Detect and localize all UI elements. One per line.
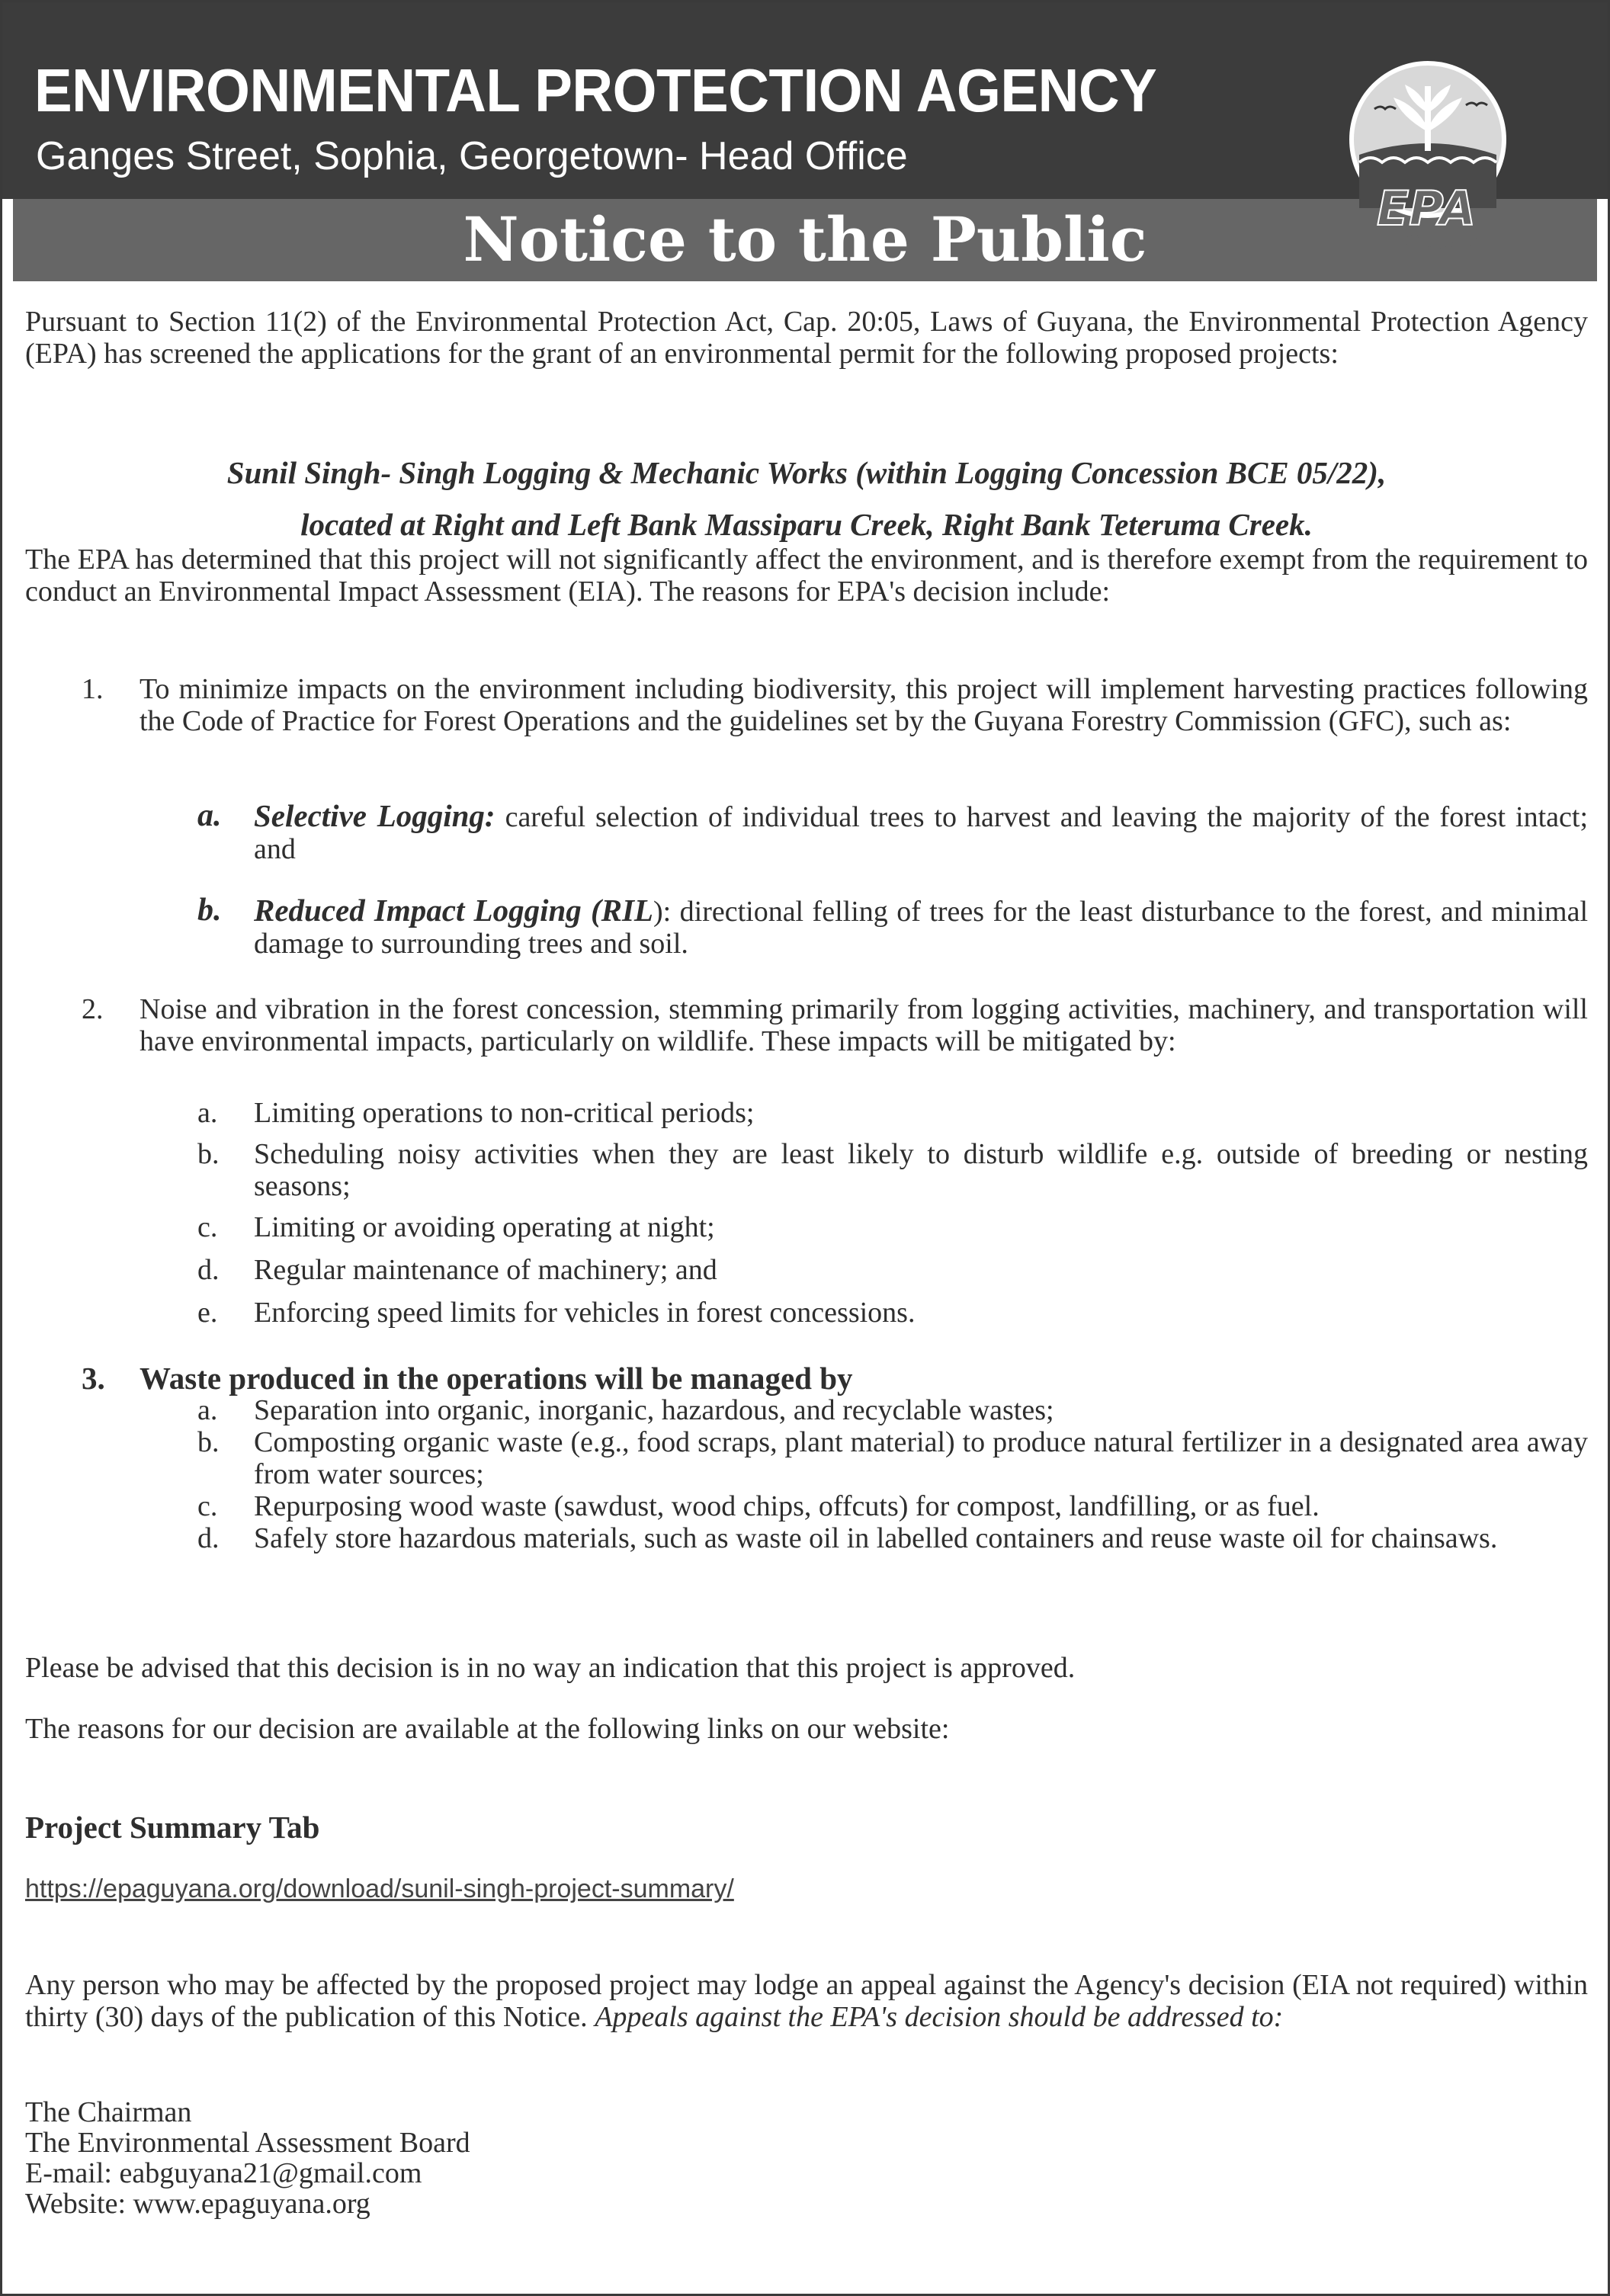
reason-heading: Waste produced in the operations will be managed by xyxy=(140,1361,853,1396)
address-website[interactable]: Website: www.epaguyana.org xyxy=(25,2188,370,2220)
subitem-label: e. xyxy=(197,1297,218,1329)
links-intro-text: The reasons for our decision are available at the following links on our website: xyxy=(25,1713,950,1745)
reason-text: Noise and vibration in the forest concession, stemming primarily from logging activities, machinery, and transportation will have environmental impacts, particularly on wildlife. These impacts will be mitigated by: xyxy=(140,993,1588,1057)
subitem-text: Limiting operations to non-critical periods; xyxy=(254,1097,755,1129)
subitem-label: b. xyxy=(197,1138,220,1170)
office-address: Ganges Street, Sophia, Georgetown- Head Office xyxy=(36,134,908,178)
subitem-label: d. xyxy=(197,1254,220,1286)
appeal-italic-text: Appeals against the EPA's decision should be addressed to: xyxy=(595,2001,1284,2033)
address-email[interactable]: E-mail: eabguyana21@gmail.com xyxy=(25,2157,422,2189)
subitem-text: Composting organic waste (e.g., food scraps, plant material) to produce natural fertilizer in a designated area away from water sources; xyxy=(254,1426,1588,1490)
subitem-label: a. xyxy=(197,798,222,833)
project-summary-heading: Project Summary Tab xyxy=(25,1810,320,1845)
determination-paragraph: The EPA has determined that this project will not significantly affect the environment, and is therefore exempt from the requirement to conduct an Environmental Impact Assessment (EIA). The reasons for EPA's decision include: xyxy=(25,544,1588,608)
reason-number: 1. xyxy=(82,673,104,705)
advisory-text: Please be advised that this decision is in no way an indication that this project is approved. xyxy=(25,1652,1076,1684)
subitem-text: Separation into organic, inorganic, hazardous, and recyclable wastes; xyxy=(254,1394,1054,1426)
address-board: The Environmental Assessment Board xyxy=(25,2127,470,2159)
appeal-paragraph xyxy=(25,1969,1588,2033)
subitem-label: b. xyxy=(197,1426,220,1458)
subitem-label: c. xyxy=(197,1211,218,1243)
subitem-label: d. xyxy=(197,1522,220,1554)
epa-guyana-logo xyxy=(1329,56,1527,254)
subitem-text: Scheduling noisy activities when they are least likely to disturb wildlife e.g. outside of breeding or nesting seasons; xyxy=(254,1138,1588,1202)
notice-title: Notice to the Public xyxy=(463,204,1147,275)
subitem-label: a. xyxy=(197,1394,218,1426)
intro-paragraph: Pursuant to Section 11(2) of the Environmental Protection Act, Cap. 20:05, Laws of Guyana, the Environmental Protection Agency (EPA) has screened the applications for the grant of an environmental permit for the following proposed projects: xyxy=(25,306,1588,370)
appeal-text: Any person who may be affected by the proposed project may lodge an appeal against the Agency's decision (EIA not required) within thirty (30) days of the publication of this Notice. xyxy=(25,1969,1588,2033)
subitem-text: Limiting or avoiding operating at night; xyxy=(254,1211,715,1243)
subitem-title: Reduced Impact Logging (RIL xyxy=(254,893,653,928)
subitem-text: Regular maintenance of machinery; and xyxy=(254,1254,717,1286)
reason-number: 3. xyxy=(82,1361,105,1396)
subitem-label: b. xyxy=(197,893,222,928)
subitem-label: c. xyxy=(197,1490,218,1522)
project-line-1: Sunil Singh- Singh Logging & Mechanic Works (within Logging Concession BCE 05/22), xyxy=(226,455,1387,490)
subitem-text: Safely store hazardous materials, such as waste oil in labelled containers and reuse waste oil for chainsaws. xyxy=(254,1522,1498,1554)
reason-number: 2. xyxy=(82,993,104,1025)
subitem-title: Selective Logging: xyxy=(254,798,496,833)
project-line-2: located at Right and Left Bank Massiparu Creek, Right Bank Teteruma Creek. xyxy=(300,507,1313,542)
address-chairman: The Chairman xyxy=(25,2096,192,2128)
subitem-text: Repurposing wood waste (sawdust, wood chips, offcuts) for compost, landfilling, or as fuel. xyxy=(254,1490,1320,1522)
reason-text: To minimize impacts on the environment including biodiversity, this project will implement harvesting practices following the Code of Practice for Forest Operations and the guidelines set by the Guyana Forestry Commission (GFC), such as: xyxy=(140,673,1588,737)
subitem-label: a. xyxy=(197,1097,218,1129)
logo-subtext: Guyana xyxy=(1405,230,1481,253)
subitem-title-end: ) xyxy=(653,896,663,928)
project-summary-link[interactable]: https://epaguyana.org/download/sunil-singh-project-summary/ xyxy=(25,1874,734,1903)
subitem-text: Enforcing speed limits for vehicles in forest concessions. xyxy=(254,1297,916,1329)
subitem-text: careful selection of individual trees to harvest and leaving the majority of the forest intact; and xyxy=(254,801,1589,865)
agency-name: ENVIRONMENTAL PROTECTION AGENCY xyxy=(34,56,1157,124)
subitem-selective-logging xyxy=(254,800,1588,865)
logo-text: EPA xyxy=(1376,181,1477,236)
subitem-text: : directional felling of trees for the least disturbance to the forest, and minimal damage to surrounding trees and soil. xyxy=(254,896,1588,960)
subitem-reduced-impact-logging xyxy=(254,894,1588,960)
